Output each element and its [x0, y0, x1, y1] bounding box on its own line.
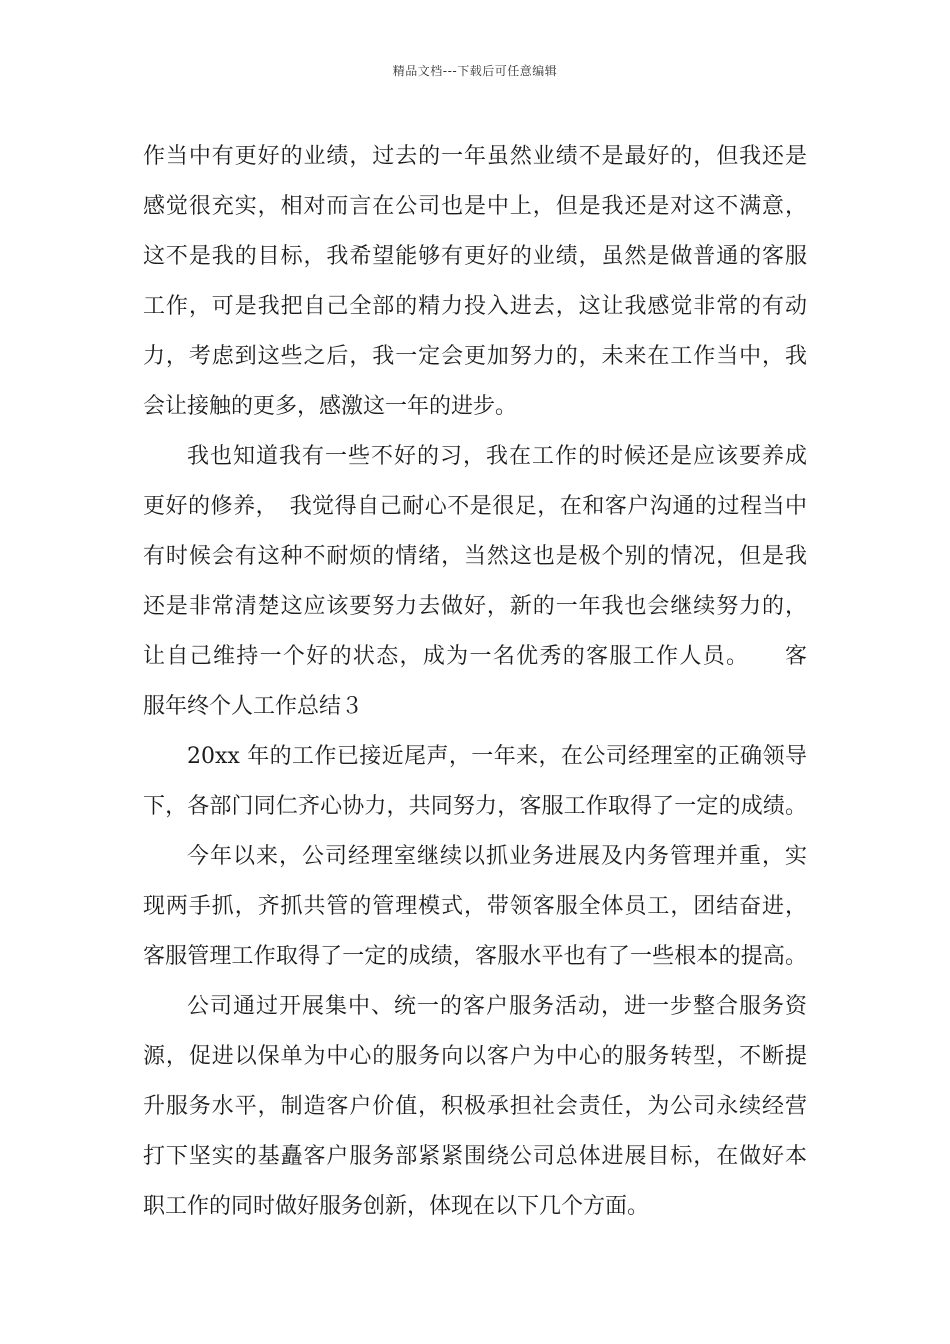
- paragraph-line: 客服管理工作取得了一定的成绩，客服水平也有了一些根本的提高。: [143, 944, 807, 969]
- paragraph-line: 作当中有更好的业绩，过去的一年虽然业绩不是最好的，但我还是: [143, 144, 807, 169]
- paragraph-line: 20xx 年的工作已接近尾声，一年来，在公司经理室的正确领导: [187, 744, 807, 769]
- paragraph-line: 我也知道我有一些不好的习，我在工作的时候还是应该要养成: [187, 444, 807, 469]
- paragraph-line: 更好的修养， 我觉得自己耐心不是很足，在和客户沟通的过程当中: [143, 494, 807, 519]
- paragraph-line: 打下坚实的基矗客户服务部紧紧围绕公司总体进展目标，在做好本: [143, 1144, 807, 1169]
- paragraph-line: 源，促进以保单为中心的服务向以客户为中心的服务转型，不断提: [143, 1044, 807, 1069]
- paragraph-line: 力，考虑到这些之后，我一定会更加努力的，未来在工作当中，我: [143, 344, 807, 369]
- paragraph-line: 让自己维持一个好的状态，成为一名优秀的客服工作人员。 客: [143, 644, 807, 669]
- paragraph-line: 今年以来，公司经理室继续以抓业务进展及内务管理并重，实: [187, 844, 807, 869]
- paragraph-line: 会让接触的更多，感激这一年的进步。: [143, 394, 518, 419]
- paragraph-line: 工作，可是我把自己全部的精力投入进去，这让我感觉非常的有动: [143, 294, 807, 319]
- paragraph-line: 这不是我的目标，我希望能够有更好的业绩，虽然是做普通的客服: [143, 244, 807, 269]
- page-header: 精品文档---下载后可任意编辑: [392, 64, 558, 78]
- paragraph-line: 升服务水平，制造客户价值，积极承担社会责任，为公司永续经营: [143, 1094, 807, 1119]
- paragraph-line: 下，各部门同仁齐心协力，共同努力，客服工作取得了一定的成绩。: [143, 794, 807, 819]
- paragraph-line: 职工作的同时做好服务创新，体现在以下几个方面。: [143, 1194, 650, 1219]
- document-body: [143, 132, 807, 1232]
- paragraph-line: 有时候会有这种不耐烦的情绪，当然这也是极个别的情况，但是我: [143, 544, 807, 569]
- paragraph-line: 还是非常清楚这应该要努力去做好，新的一年我也会继续努力的，: [143, 594, 807, 619]
- paragraph-line: 感觉很充实，相对而言在公司也是中上，但是我还是对这不满意，: [143, 194, 807, 219]
- paragraph-line: 现两手抓，齐抓共管的管理模式，带领客服全体员工，团结奋进，: [143, 894, 807, 919]
- section-title-line: 服年终个人工作总结３: [143, 694, 364, 719]
- paragraph-line: 公司通过开展集中、统一的客户服务活动，进一步整合服务资: [187, 994, 807, 1019]
